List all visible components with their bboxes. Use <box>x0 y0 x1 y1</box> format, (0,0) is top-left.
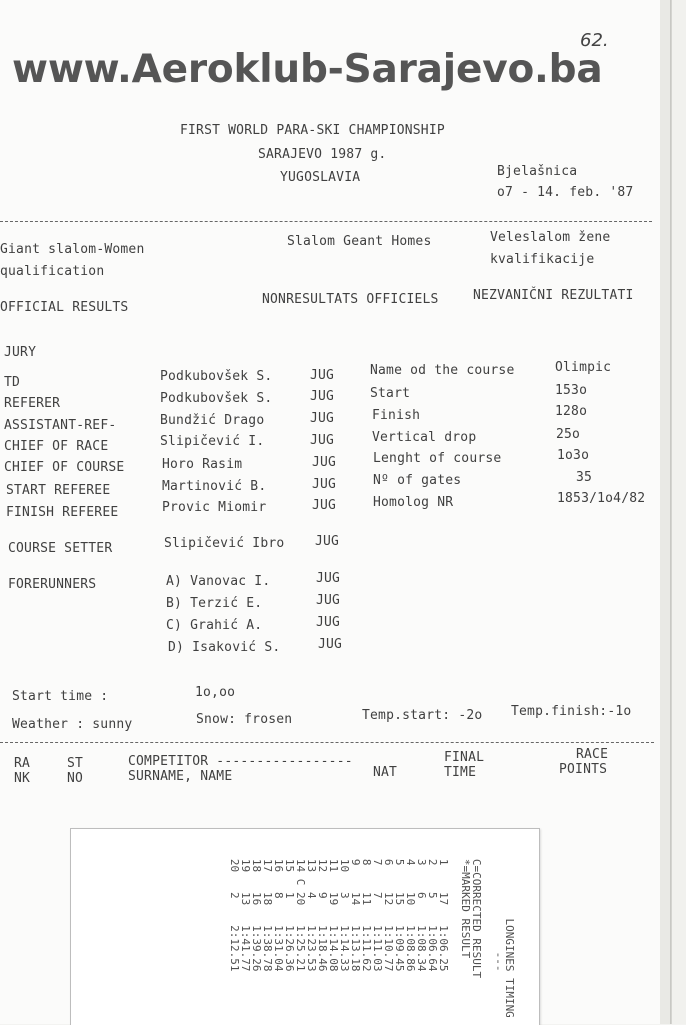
event-qual-en: qualification <box>0 264 105 279</box>
event-name-fr: Slalom Geant Homes <box>287 234 432 249</box>
jury-name: Martinović B. <box>162 479 267 494</box>
course-label: Finish <box>372 408 421 423</box>
course-label: Start <box>370 386 411 401</box>
jury-name: Podkubovšek S. <box>160 369 273 384</box>
forerunner-nat: JUG <box>318 637 343 652</box>
printout-line: 5 15 1:09.45 <box>393 839 406 972</box>
course-value: 35 <box>576 470 593 485</box>
jury-role: CHIEF OF COURSE <box>4 460 125 475</box>
competitor-header: COMPETITOR ----------------- <box>128 754 353 769</box>
jury-name: Horo Rasim <box>162 457 243 472</box>
jury-name: Podkubovšek S. <box>160 391 273 406</box>
printout-line: 20 2 2:12.51 <box>228 839 241 972</box>
page-stack-edge <box>660 0 671 1024</box>
printout-line: 1 17 1:06.25 <box>437 839 450 972</box>
printout-line: 9 14 1:13.18 <box>349 839 362 972</box>
printout-line: 19 13 1:41.77 <box>239 839 252 972</box>
course-value: 153o <box>555 383 588 398</box>
page-number: 62. <box>580 30 609 51</box>
course-value: 128o <box>555 404 588 419</box>
snow: Snow: frosen <box>196 712 293 727</box>
temp-finish: Temp.finish:-1o <box>511 704 632 719</box>
dates: o7 - 14. feb. '87 <box>497 185 634 200</box>
rank-header: NK <box>14 771 31 786</box>
timing-printout <box>70 828 540 1025</box>
jury-role: CHIEF OF RACE <box>4 439 109 454</box>
nat-header: NAT <box>373 765 398 780</box>
start-time-label: Start time : <box>12 689 109 704</box>
temp-start: Temp.start: -2o <box>362 708 483 723</box>
printout-line: 6 12 1:10.77 <box>382 839 395 972</box>
forerunner-name: A) Vanovac I. <box>166 574 271 589</box>
jury-name: Bundžić Drago <box>160 413 265 428</box>
jury-role: ASSISTANT-REF- <box>4 418 117 433</box>
forerunner-nat: JUG <box>316 571 341 586</box>
course-value: 1o3o <box>557 448 590 463</box>
jury-nat: JUG <box>312 498 337 513</box>
forerunners-label: FORERUNNERS <box>8 577 97 592</box>
official-results-fr: NONRESULTATS OFFICIELS <box>262 292 439 307</box>
official-results-sr: NEZVANIČNI REZULTATI <box>473 288 634 303</box>
printout-line: 10 3 1:14.33 <box>338 839 351 972</box>
printout-line: C=CORRECTED RESULT <box>470 839 483 979</box>
page-stack-edge-outer <box>671 0 686 1024</box>
jury-nat: JUG <box>310 433 335 448</box>
race-points-header: RACE <box>576 747 609 762</box>
jury-role: FINISH REFEREE <box>6 505 119 520</box>
final-time-header: FINAL <box>444 750 485 765</box>
weather: Weather : sunny <box>12 717 133 732</box>
course-setter-nat: JUG <box>315 534 340 549</box>
divider <box>0 742 654 743</box>
course-label: Vertical drop <box>372 430 477 445</box>
course-value: 25o <box>556 427 581 442</box>
printout-line: 14 C 20 1:25.21 <box>294 839 307 972</box>
printout-line: 11 19 1:14.08 <box>327 839 340 972</box>
jury-heading: JURY <box>4 345 37 360</box>
printout-line: 18 16 1:39.26 <box>250 839 263 972</box>
jury-nat: JUG <box>310 411 335 426</box>
printout-line: 4 10 1:08.86 <box>404 839 417 972</box>
printout-line: 12 9 1:18.46 <box>316 839 329 972</box>
jury-nat: JUG <box>310 389 335 404</box>
printout-line: LONGINES TIMING <box>503 839 516 1018</box>
event-qual-sr: kvalifikacije <box>490 252 595 267</box>
final-time-header: TIME <box>444 765 477 780</box>
course-label: Lenght of course <box>373 451 502 466</box>
watermark-url: www.Aeroklub-Sarajevo.ba <box>12 47 603 92</box>
course-value: Olimpic <box>555 360 612 375</box>
jury-nat: JUG <box>312 455 337 470</box>
printout-line: 3 6 1:08.34 <box>415 839 428 972</box>
jury-role: START REFEREE <box>6 483 111 498</box>
event-name-sr: Veleslalom žene <box>490 230 611 245</box>
jury-role: TD <box>4 375 21 390</box>
competitor-header: SURNAME, NAME <box>128 769 233 784</box>
event-name-en: Giant slalom-Women <box>0 242 145 257</box>
forerunner-name: C) Grahić A. <box>166 618 263 633</box>
jury-role: REFERER <box>4 396 61 411</box>
printout-line: 16 8 1:31.04 <box>272 839 285 972</box>
printout-line: 7 7 1:11.03 <box>371 839 384 972</box>
printout-line: *=MARKED RESULT <box>459 839 472 959</box>
course-label: Nº of gates <box>373 473 462 488</box>
race-points-header: POINTS <box>559 762 608 777</box>
printout-line: 2 5 1:06.64 <box>426 839 439 972</box>
divider <box>0 221 652 222</box>
printout-line: --- <box>492 839 505 972</box>
forerunner-nat: JUG <box>316 593 341 608</box>
start-time-value: 1o,oo <box>195 685 236 700</box>
forerunner-name: B) Terzić E. <box>166 596 263 611</box>
course-setter-name: Slipičević Ibro <box>164 536 285 551</box>
jury-name: Provic Miomir <box>162 500 267 515</box>
jury-nat: JUG <box>312 477 337 492</box>
printout-line: 17 18 1:38.78 <box>261 839 274 972</box>
printout-line: 8 11 1:11.62 <box>360 839 373 972</box>
forerunner-name: D) Isaković S. <box>168 640 281 655</box>
jury-name: Slipičević I. <box>160 434 265 449</box>
start-number-header: NO <box>67 771 84 786</box>
printout-line: 13 4 1:23.53 <box>305 839 318 972</box>
official-results-en: OFFICIAL RESULTS <box>0 300 129 315</box>
championship-country: YUGOSLAVIA <box>280 170 361 185</box>
printout-line: 15 1 1:26.36 <box>283 839 296 972</box>
course-label: Name od the course <box>370 363 515 378</box>
course-label: Homolog NR <box>373 495 454 510</box>
jury-nat: JUG <box>310 368 335 383</box>
championship-title: FIRST WORLD PARA-SKI CHAMPIONSHIP <box>180 123 445 138</box>
course-value: 1853/1o4/82 <box>557 491 646 506</box>
forerunner-nat: JUG <box>316 615 341 630</box>
championship-city: SARAJEVO 1987 g. <box>258 147 387 162</box>
venue: Bjelašnica <box>497 164 578 179</box>
course-setter-label: COURSE SETTER <box>8 541 113 556</box>
start-number-header: ST <box>67 756 84 771</box>
printout-text <box>229 839 515 1018</box>
rank-header: RA <box>14 756 31 771</box>
